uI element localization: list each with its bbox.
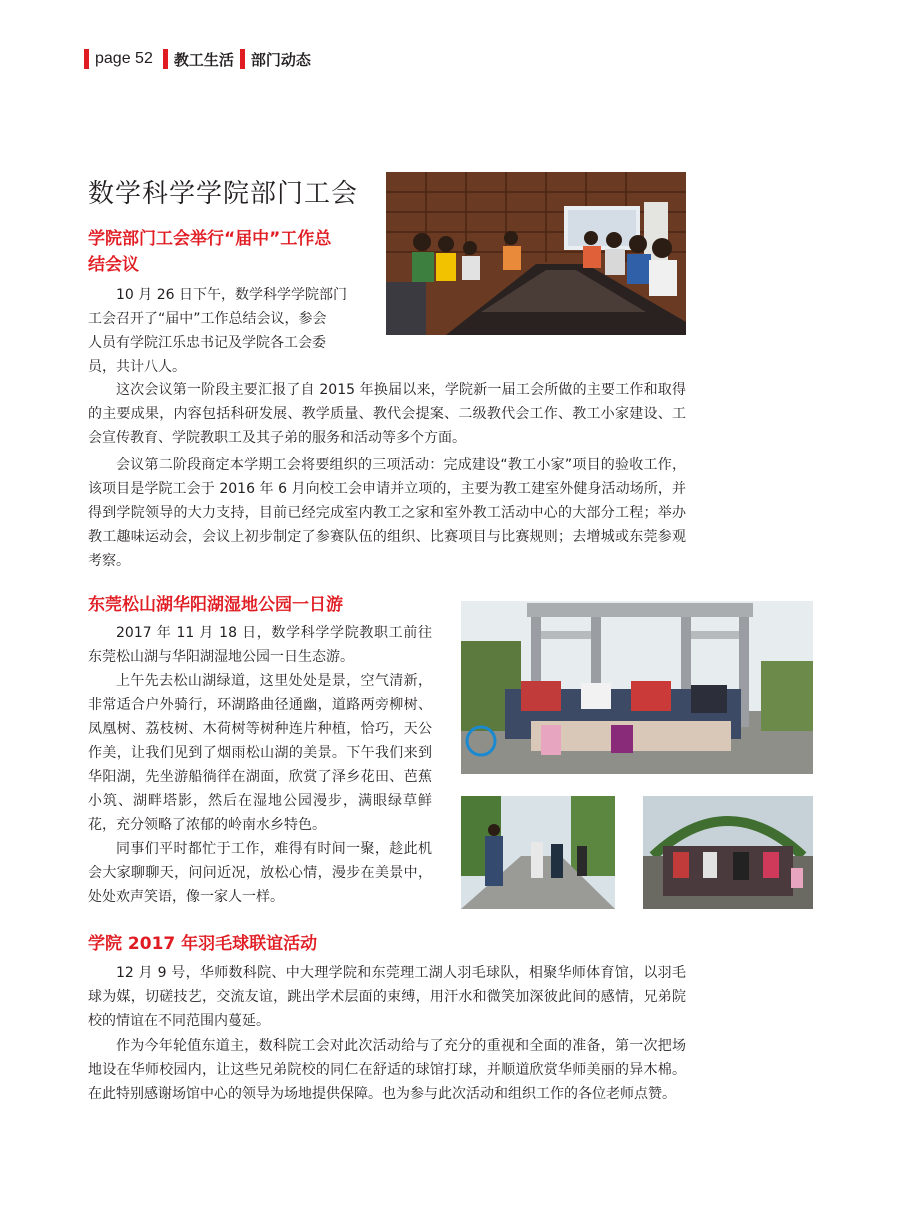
badminton-paragraph-2: 作为今年轮值东道主，数科院工会对此次活动给与了充分的重视和全面的准备，第一次把场地设在华师校园内，让这些兄弟院校的同仁在舒适的球馆打球，并顺道欣赏华师美丽的异木棉。在此特别感谢场馆中心的领导为场地提供保障。也为参与此次活动和组织工作的各位老师点赞。: [88, 1038, 686, 1102]
garden-arch-photo: [643, 796, 813, 909]
group-photo-gate: [461, 601, 813, 774]
article-title-trip: 东莞松山湖华阳湖湿地公园一日游: [88, 595, 343, 615]
walking-photo: [461, 796, 615, 909]
article-title-line: 学院部门工会举行“届中”工作总: [88, 229, 332, 249]
article-title-badminton: 学院 2017 年羽毛球联谊活动: [88, 934, 318, 954]
badminton-paragraph-1: 12 月 9 号，华师数科院、中大理学院和东莞理工湖人羽毛球队，相聚华师体育馆，以羽毛球为媒，切磋技艺，交流友谊，跳出学术层面的束缚，用汗水和微笑加深彼此间的感情，兄弟院校的情谊在不同范围内蔓延。: [88, 965, 686, 1029]
text-line: 人员有学院江乐忠书记及学院各工会委: [88, 335, 326, 351]
article-title-meeting: [88, 226, 368, 278]
text-line: 10 月 26 日下午，数学科学学院部门: [116, 287, 347, 303]
trip-paragraph-3: 同事们平时都忙于工作，难得有时间一聚，趁此机会大家聊聊天，问问近况，放松心情，漫步在美景中，处处欢声笑语，像一家人一样。: [88, 841, 432, 905]
meeting-paragraph-2: 这次会议第一阶段主要汇报了自 2015 年换届以来，学院新一届工会所做的主要工作和取得的主要成果，内容包括科研发展、教学质量、教代会提案、二级教代会工作、教工小家建设、工会宣传教育、学院教职工及其子弟的服务和活动等多个方面。: [88, 382, 686, 446]
trip-paragraph-2: 上午先去松山湖绿道，这里处处是景，空气清新，非常适合户外骑行，环湖路曲径通幽，道路两旁柳树、凤凰树、荔枝树、木荷树等树种连片种植，恰巧，天公作美，让我们见到了烟雨松山湖的美景。下午我们来到华阳湖，先坐游船徜徉在湖面，欣赏了泽乡花田、芭蕉小筑、湖畔塔影，然后在湿地公园漫步，满眼绿草鲜花，充分领略了浓郁的岭南水乡特色。: [88, 673, 432, 833]
department-title: 数学科学学院部门工会: [88, 179, 359, 209]
page-header: [84, 48, 311, 70]
meeting-room-photo: [386, 172, 686, 335]
meeting-paragraph-3: 会议第二阶段商定本学期工会将要组织的三项活动：完成建设“教工小家”项目的验收工作，该项目是学院工会于 2016 年 6 月向校工会申请并立项的，主要为教工建室外健身活动场所，并得到学院领导的大力支持，目前已经完成室内教工之家和室外教工活动中心的大部分工程；举办教工趣味运动会，会议上初步制定了参赛队伍的组织、比赛项目与比赛规则；去增城或东莞参观考察。: [88, 457, 686, 569]
page-number: page 52: [95, 50, 153, 67]
header-bar: [84, 49, 89, 69]
article-title-line: 结会议: [88, 255, 139, 275]
text-line: 员，共计八人。: [88, 359, 186, 375]
section-label: 教工生活: [173, 50, 234, 69]
subsection-label: 部门动态: [250, 50, 311, 69]
meeting-paragraph-1: [88, 283, 363, 379]
text-line: 工会召开了“届中”工作总结会议，参会: [88, 311, 327, 327]
trip-paragraph-1: 2017 年 11 月 18 日，数学科学学院教职工前往东莞松山湖与华阳湖湿地公园一日生态游。: [88, 625, 432, 665]
header-bar: [163, 49, 168, 69]
header-bar: [240, 49, 245, 69]
